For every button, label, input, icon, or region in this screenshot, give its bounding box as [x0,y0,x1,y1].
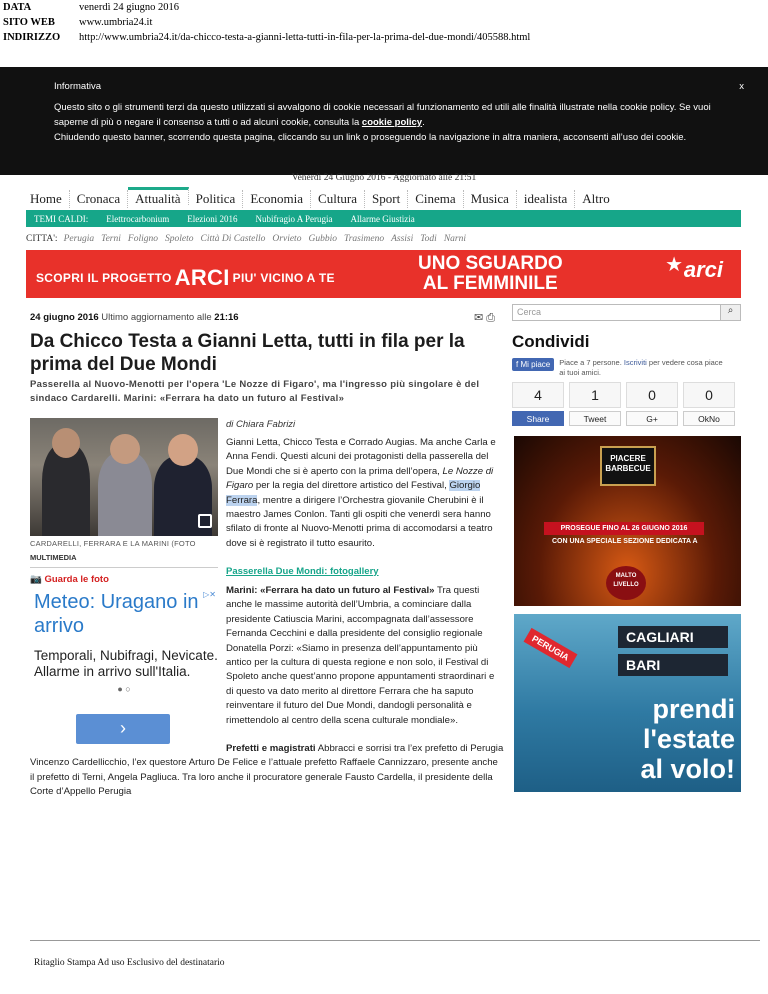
city-link[interactable]: Terni [101,234,121,244]
share-title: Condividi [512,332,590,351]
footer-text: Ritaglio Stampa Ad uso Esclusivo del destinatario [34,958,225,968]
city-link[interactable]: Trasimeno [343,234,385,244]
nav-item[interactable]: Musica [464,190,517,208]
photo-caption: CARDARELLI, FERRARA E LA MARINI (FOTO [30,539,196,548]
facebook-icon: f [516,360,519,369]
cookie-text: Questo sito o gli strumenti terzi da questo utilizzati si avvalgono di cookie necessari al funzionamento ed utili alle finalità illustrate nella cookie policy. Se vuoi saperne di più o negare il consenso a tutti o ad alcuni cookie, consulta la cookie policy. [54,102,711,128]
ad-slogan: prendi l'estate al volo! [640,694,735,784]
cities-bar [26,234,473,244]
okno-share-button[interactable]: OkNo [683,411,735,426]
city-link[interactable]: Città Di Castello [200,234,266,244]
nav-item[interactable]: Sport [365,190,408,208]
hot-topics-label: TEMI CALDI: [34,213,89,224]
article-date: 24 giugno 2016 Ultimo aggiornamento alle 21:16 [30,312,239,323]
meta-address-label: INDIRIZZO [3,32,61,43]
article-author: di Chiara Fabrizi [226,419,296,430]
facebook-signup-link[interactable]: Iscriviti [623,358,647,367]
main-nav [30,190,617,208]
nav-item[interactable]: Politica [189,190,244,208]
article-title: Da Chicco Testa a Gianni Letta, tutti in fila per la prima del Due Mondi [30,331,465,375]
facebook-like-box [512,358,724,378]
share-count: 0 [626,382,678,408]
cookie-banner [0,67,768,175]
facebook-like-button[interactable]: f Mi piace [512,358,554,371]
ad-meteo-title: Meteo: Uragano in arrivo [34,591,199,637]
google-plus-share-button[interactable]: G+ [626,411,678,426]
cookie-close-button[interactable]: x [739,81,744,92]
search-icon[interactable]: ⌕ [720,305,740,320]
ad-piacere-barbecue[interactable] [514,436,741,606]
meta-site-value: www.umbria24.it [79,17,153,28]
search-input[interactable]: Cerca ⌕ [512,304,741,321]
meta-date-value: venerdì 24 giugno 2016 [79,2,180,13]
bbq-badge: PIACERE BARBECUE [600,446,656,486]
malto-logo: MALTO LIVELLO [606,566,646,600]
banner-left-text: SCOPRI IL PROGETTO ARCI PIU' VICINO A TE [36,265,335,290]
ad-choices-icon[interactable]: ▷✕ [203,590,216,599]
hot-topics-bar [26,210,741,227]
article-subtitle: Passerella al Nuovo-Menotti per l'opera 'Le Nozze di Figaro', ma l'ingresso più singolare è del sindaco Cardarelli. Marini: «Ferrara ha dato un futuro al Festival» [30,379,480,404]
article-paragraph-1: Gianni Letta, Chicco Testa e Corrado Augias. Ma anche Carla e Anna Fendi. Questi alcuni dei protagonisti della passerella del Due Mondi che si è aperto con la prima dell’opera, Le Nozze di Figaro per la regia del direttore artistico del Festival, Giorgio Ferrara, mentre a dirigere l’Orchestra giovanile Cherubini è il maestro James Conlon. Tanti gli ospiti che venerdì sera hanno sfilato di fronte al Nuovo-Menotti prima di accomodarsi a teatro dove si è registrato il tutto esaurito. [226,437,496,549]
city-link[interactable]: Assisi [391,234,414,244]
facebook-like-text: Piace a 7 persone. Iscriviti per vedere cosa piace ai tuoi amici. [559,358,723,377]
bbq-band-2: CON UNA SPECIALE SEZIONE DEDICATA A [552,538,698,545]
city-link[interactable]: Todi [420,234,437,244]
share-count: 1 [569,382,621,408]
nav-item[interactable]: Home [30,190,70,208]
cities-label: CITTA': [26,234,58,244]
ad-pager-dots: ● ○ [117,684,131,694]
article-photo[interactable] [30,418,218,536]
twitter-share-button[interactable]: Tweet [569,411,621,426]
hot-topic-link[interactable]: Elettrocarbonium [106,213,170,224]
city-link[interactable]: Gubbio [308,234,337,244]
article-tools [474,311,495,325]
hot-topic-link[interactable]: Nubifragio A Perugia [255,213,333,224]
nav-item[interactable]: Cultura [311,190,365,208]
header-date-line: Venerdì 24 Giugno 2016 - Aggiornato alle 21:51 [291,173,477,183]
ad-city-1: CAGLIARI [618,626,728,648]
footer-divider [30,940,760,941]
share-count: 4 [512,382,564,408]
meta-address-value: http://www.umbria24.it/da-chicco-testa-a-gianni-letta-tutti-in-fila-per-la-prima-del-due-mondi/405588.html [79,32,531,43]
hot-topic-link[interactable]: Allarme Giustizia [350,213,415,224]
article-paragraph-2: Marini: «Ferrara ha dato un futuro al Festival» Tra questi anche le massime autorità dell’Umbria, a cominciare dalla presidente Catiuscia Marini, accompagnata dall’assessore Fernanda Cecchini e dalla presidente del consiglio regionale Donatella Porzi: «Siamo in presenza dell’appuntamento più antico per la cultura di questa regione e non solo, il Festival di Spoleto anche quest’anno propone appuntamenti straordinari e di questo va dato merito al direttore Ferrara che ha saputo reinventare il futuro del Due Mondi, dandogli personalità e rimettendolo al centro della scena culturale mondiale». [226,585,495,726]
print-icon[interactable]: ⎙ [486,312,496,324]
nav-item[interactable]: Cinema [408,190,463,208]
arci-logo: arci [683,257,723,282]
cookie-title: Informativa [54,81,101,92]
facebook-share-button[interactable]: Share [512,411,564,426]
multimedia-label: MULTIMEDIA [30,553,218,568]
city-link[interactable]: Orvieto [272,234,302,244]
ad-city-2: BARI [618,654,728,676]
nav-item[interactable]: Altro [582,191,610,206]
cookie-policy-link[interactable]: cookie policy [361,117,423,128]
nav-item[interactable]: Cronaca [70,190,128,208]
hot-topic-link[interactable]: Elezioni 2016 [187,213,238,224]
share-buttons [512,411,740,426]
article-paragraph-3: Prefetti e magistrati Abbracci e sorrisi tra l’ex prefetto di Perugia Vincenzo Cardellicchio, l’ex questore Arturo De Felice e l’attuale prefetto Raffaele Cannizzaro, presente anche il prefetto di Terni, Angela Pagliuca. Tra loro anche il procuratore generale Fausto Cardella, il presidente della Corte d’Appello Perugia [30,743,504,798]
city-link[interactable]: Narni [443,234,467,244]
fotogallery-link[interactable]: Passerella Due Mondi: fotogallery [226,566,379,577]
meta-site-label: SITO WEB [3,17,55,28]
nav-item[interactable]: Attualità [128,187,189,205]
ad-meteo[interactable] [30,590,218,750]
city-link[interactable]: Spoleto [164,234,194,244]
cookie-text-2: Chiudendo questo banner, scorrendo questa pagina, cliccando su un link o proseguendo la navigazione in altra maniera, acconsenti all’uso dei cookie. [54,132,687,143]
nav-item[interactable]: Economia [243,190,311,208]
email-icon[interactable]: ✉ [474,312,484,324]
meta-date-label: DATA [3,2,32,13]
star-icon: ★ [665,254,683,276]
ad-travel[interactable] [514,614,741,792]
ad-meteo-body: Temporali, Nubifragi, Nevicate. Allarme in arrivo sull'Italia. [34,648,218,679]
banner-right-text: UNO SGUARDO AL FEMMINILE [418,253,563,294]
bbq-band: PROSEGUE FINO AL 26 GIUGNO 2016 [544,522,704,535]
city-link[interactable]: Perugia [63,234,95,244]
arci-banner[interactable] [26,250,741,298]
nav-item[interactable]: idealista [517,190,575,208]
ad-origin-tag: PERUGIA [524,628,578,668]
share-counts [512,382,740,408]
view-photos-link[interactable]: 📷 Guarda le foto [30,574,109,585]
expand-icon[interactable] [198,514,212,528]
clipping-meta [0,0,768,45]
city-link[interactable]: Foligno [127,234,158,244]
camera-icon: 📷 [30,574,42,585]
share-count: 0 [683,382,735,408]
ad-next-button[interactable]: › [76,714,170,744]
